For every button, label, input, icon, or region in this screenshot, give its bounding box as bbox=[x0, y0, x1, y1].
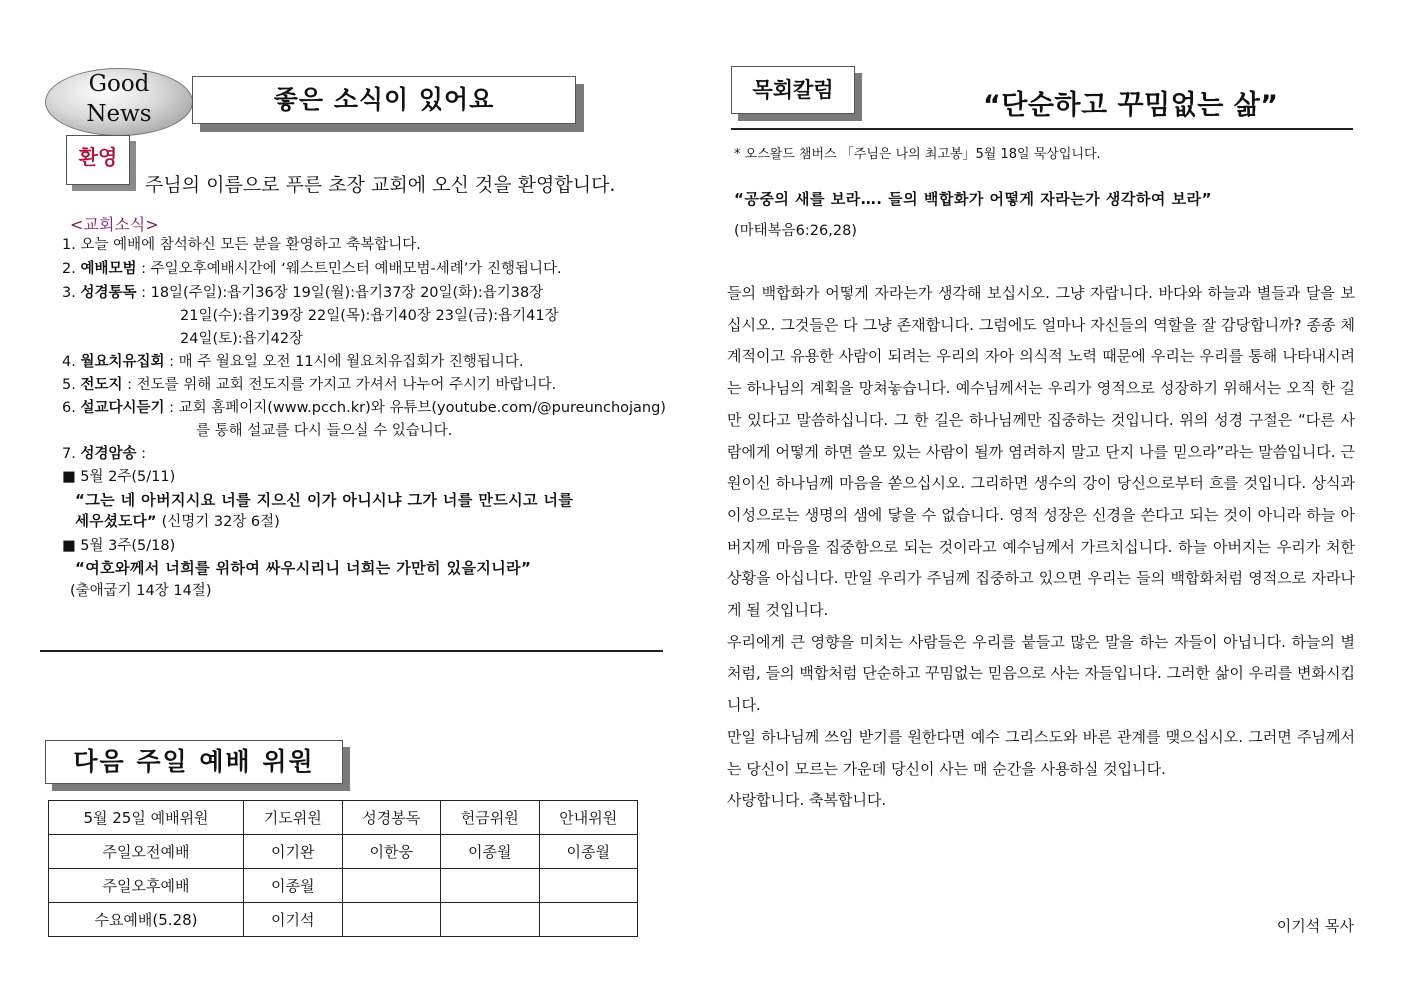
news-item-6 bbox=[62, 397, 666, 420]
column-divider bbox=[731, 128, 1353, 130]
bible-reading-line-2: 21일(수):욥기39장 22일(목):욥기40장 23일(금):욥기41장 bbox=[180, 308, 559, 324]
table-header-row bbox=[49, 801, 638, 835]
duty-title: 다음 주일 예배 위원 bbox=[45, 740, 343, 784]
badge-line1: Good bbox=[88, 71, 150, 97]
bible-reading-line-3: 24일(토):욥기42장 bbox=[180, 331, 304, 347]
table-cell bbox=[342, 869, 441, 903]
memory-week2-label: ■ 5월 2주(5/11) bbox=[62, 469, 176, 485]
table-cell: 이기석 bbox=[244, 903, 343, 937]
duty-table bbox=[48, 800, 638, 937]
table-cell: 이종월 bbox=[539, 835, 638, 869]
church-news-heading: <교회소식> bbox=[70, 215, 159, 234]
news-item-3 bbox=[62, 282, 543, 305]
column-verse-ref: (마태복음6:26,28) bbox=[734, 223, 857, 239]
news-item-text: : 18일(주일):욥기36장 19일(월):욥기37장 20일(화):욥기38장 bbox=[136, 285, 544, 301]
badge-line2: News bbox=[86, 101, 152, 127]
news-item-label: 전도지 bbox=[80, 377, 123, 393]
news-item-2 bbox=[62, 258, 562, 281]
news-item-num: 4. bbox=[62, 354, 76, 370]
table-cell: 수요예배(5.28) bbox=[49, 903, 244, 937]
memory-week2-verse-line2 bbox=[75, 511, 280, 534]
news-item-label: 성경통독 bbox=[80, 285, 137, 301]
table-row bbox=[49, 869, 638, 903]
welcome-tag: 환영 bbox=[66, 135, 130, 185]
column-tag: 목회칼럼 bbox=[731, 66, 855, 114]
memory-week3-ref: (출애굽기 14장 14절) bbox=[70, 583, 212, 599]
news-item-text: : 매 주 월요일 오전 11시에 월요치유집회가 진행됩니다. bbox=[164, 354, 524, 370]
table-cell: 이종월 bbox=[244, 869, 343, 903]
news-item-text: : 전도를 위해 교회 전도지를 가지고 가셔서 나누어 주시기 바랍니다. bbox=[122, 377, 557, 393]
table-header-cell: 헌금위원 bbox=[441, 801, 540, 835]
column-paragraph: 만일 하나님께 쓰임 받기를 원한다면 예수 그리스도와 바른 관계를 맺으십시오. 그러면 주님께서는 당신이 모르는 가운데 당신이 사는 매 순간을 사용하실 것입니다. bbox=[727, 727, 1355, 778]
news-item-7 bbox=[62, 443, 146, 466]
column-body bbox=[727, 278, 1355, 817]
news-item-label: 월요치유집회 bbox=[80, 354, 165, 370]
table-cell bbox=[342, 903, 441, 937]
sermon-replay-line-2: 를 통해 설교를 다시 들으실 수 있습니다. bbox=[196, 423, 453, 439]
news-item-text: : 주일오후예배시간에 ‘웨스트민스터 예배모범-세례’가 진행됩니다. bbox=[136, 261, 562, 277]
table-cell bbox=[539, 869, 638, 903]
news-item-5 bbox=[62, 374, 556, 397]
good-news-title: 좋은 소식이 있어요 bbox=[192, 76, 576, 124]
memory-week3-label: ■ 5월 3주(5/18) bbox=[62, 538, 176, 554]
table-header-cell: 기도위원 bbox=[244, 801, 343, 835]
welcome-text: 주님의 이름으로 푸른 초장 교회에 오신 것을 환영합니다. bbox=[145, 174, 616, 196]
news-item-text: : bbox=[136, 446, 146, 462]
table-cell: 이한웅 bbox=[342, 835, 441, 869]
column-paragraph: 우리에게 큰 영향을 미치는 사람들은 우리를 붙들고 많은 말을 하는 자들이 아닙니다. 하늘의 별처럼, 들의 백합처럼 단순하고 꾸밈없는 믿음으로 사는 자들입니다. 그러한 삶이 우리를 변화시킵니다. bbox=[727, 632, 1355, 715]
column-signature: 이기석 목사 bbox=[1276, 917, 1354, 935]
news-item-num: 2. bbox=[62, 261, 76, 277]
column-verse: “공중의 새를 보라…. 들의 백합화가 어떻게 자라는가 생각하여 보라” bbox=[734, 190, 1212, 208]
column-title: “단순하고 꾸밈없는 삶” bbox=[983, 90, 1279, 121]
memory-week2-ref: (신명기 32장 6절) bbox=[156, 514, 280, 530]
table-cell: 주일오후예배 bbox=[49, 869, 244, 903]
news-item-text: : 교회 홈페이지(www.pcch.kr)와 유튜브(youtube.com/@pureunchojang) bbox=[164, 400, 666, 416]
news-item-num: 7. bbox=[62, 446, 76, 462]
news-item-num: 3. bbox=[62, 285, 76, 301]
table-cell bbox=[441, 903, 540, 937]
news-item-num: 6. bbox=[62, 400, 76, 416]
table-row bbox=[49, 903, 638, 937]
table-row bbox=[49, 835, 638, 869]
table-cell: 주일오전예배 bbox=[49, 835, 244, 869]
memory-week3-verse: “여호와께서 너희를 위하여 싸우시리니 너희는 가만히 있을지니라” bbox=[75, 559, 532, 577]
column-source-note: * 오스왈드 챔버스 「주님은 나의 최고봉」5월 18일 묵상입니다. bbox=[734, 147, 1101, 162]
table-header-cell: 5월 25일 예배위원 bbox=[49, 801, 244, 835]
news-item-1: 1. 오늘 예배에 참석하신 모든 분을 환영하고 축복합니다. bbox=[62, 237, 421, 253]
section-divider bbox=[40, 650, 663, 652]
news-item-label: 성경암송 bbox=[80, 446, 137, 462]
news-item-label: 설교다시듣기 bbox=[80, 400, 165, 416]
memory-week2-verse-end: 세우셨도다” bbox=[75, 514, 157, 530]
column-paragraph: 들의 백합화가 어떻게 자라는가 생각해 보십시오. 그냥 자랍니다. 바다와 하늘과 별들과 달을 보십시오. 그것들은 다 그냥 존재합니다. 그럼에도 얼마나 자신들의 역할을 잘 감당합니까? 종종 체계적이고 유용한 사람이 되려는 우리의 자아 의식적 노력 때문에 우리는 우리를 통해 나타내시려는 하나님의 계획을 망쳐놓습니다. 예수님께서는 우리가 영적으로 성장하기 위해서는 오직 한 길만 있다고 말씀하십니다. 그 한 길은 하나님께만 집중하는 것입니다. 위의 성경 구절은 “다른 사람에게 어떻게 하면 쓸모 있는 사람이 될까 염려하지 말고 단지 나를 믿으라”라는 말씀입니다. 근원이신 하나님께 마음을 쏟으십시오. 그리하면 생수의 강이 당신으로부터 흐를 것입니다. 상식과 이성으로는 생명의 샘에 닿을 수 없습니다. 영적 성장은 신경을 쓴다고 되는 것이 아니라 하늘 아버지께 마음을 집중함으로 되는 것이라고 예수님께서 가르치십니다. 하늘 아버지는 우리가 처한 상황을 아십니다. 만일 우리가 주님께 집중하고 있으면 우리는 들의 백합화처럼 영적으로 자라나게 될 것입니다. bbox=[727, 284, 1355, 620]
memory-week2-verse-line1: “그는 네 아버지시요 너를 지으신 이가 아니시냐 그가 너를 만드시고 너를 bbox=[75, 491, 574, 509]
column-paragraph: 사랑합니다. 축복합니다. bbox=[727, 791, 887, 810]
table-cell: 이기완 bbox=[244, 835, 343, 869]
table-header-cell: 안내위원 bbox=[539, 801, 638, 835]
good-news-badge bbox=[45, 68, 193, 136]
table-cell bbox=[441, 869, 540, 903]
news-item-label: 예배모범 bbox=[80, 261, 137, 277]
table-cell: 이종월 bbox=[441, 835, 540, 869]
news-item-4 bbox=[62, 351, 523, 374]
table-cell bbox=[539, 903, 638, 937]
table-header-cell: 성경봉독 bbox=[342, 801, 441, 835]
news-item-num: 5. bbox=[62, 377, 76, 393]
